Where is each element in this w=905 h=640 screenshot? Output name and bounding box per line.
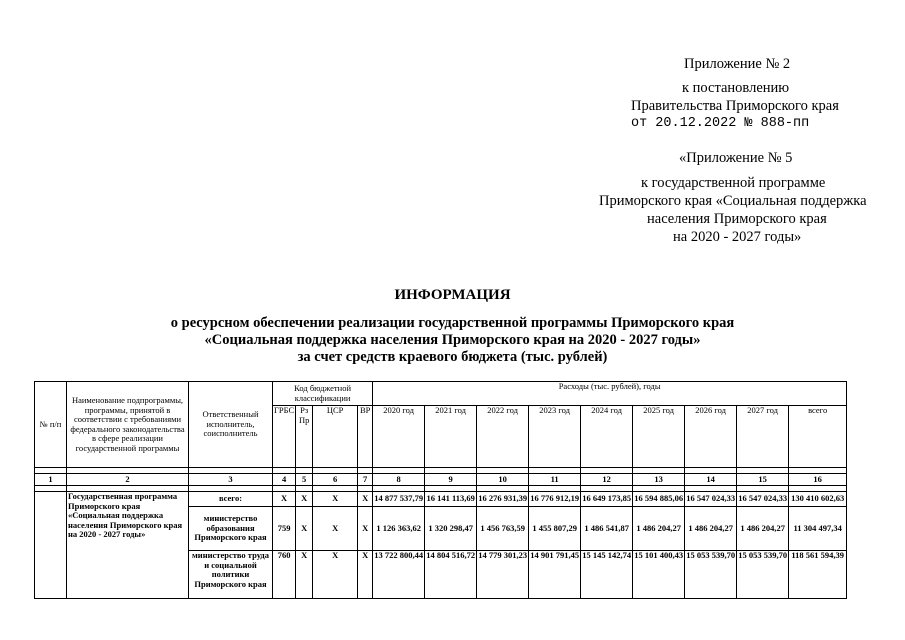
header-csr: ЦСР — [313, 406, 358, 468]
column-index: 15 — [737, 474, 789, 486]
header-executor: Ответственный исполнитель, соисполнитель — [189, 382, 273, 468]
csr-cell: Х — [313, 507, 358, 551]
header-number: № п/п — [35, 382, 67, 468]
header-year-2026: 2026 год — [685, 406, 737, 468]
column-index: 4 — [273, 474, 296, 486]
header-year-2021: 2021 год — [425, 406, 477, 468]
csr-cell: Х — [313, 551, 358, 599]
decree-date: от 20.12.2022 № 888-пп — [631, 116, 810, 131]
header-year-2025: 2025 год — [633, 406, 685, 468]
table-row — [35, 492, 847, 507]
column-index: 2 — [67, 474, 189, 486]
total-value-cell: 118 561 594,39 — [789, 551, 847, 599]
header-year-2024: 2024 год — [581, 406, 633, 468]
column-index: 3 — [189, 474, 273, 486]
grbs-cell: 759 — [273, 507, 296, 551]
header-total: всего — [789, 406, 847, 468]
column-index: 6 — [313, 474, 358, 486]
value-cell: 1 486 204,27 — [633, 507, 685, 551]
executor-cell: министерство образования Приморского края — [189, 507, 273, 551]
document-title: ИНФОРМАЦИЯ — [394, 287, 511, 303]
total-value-cell: 130 410 602,63 — [789, 492, 847, 507]
header-vr: ВР — [358, 406, 373, 468]
header-name: Наименование подпрограммы, программы, принятой в соответствии с требованиями федерального законодательства в сфере реализации государственной программы — [67, 382, 189, 468]
appendix-2-label: Приложение № 2 — [684, 56, 791, 72]
to-decree-label: к постановлению — [682, 80, 790, 96]
value-cell: 15 053 539,70 — [685, 551, 737, 599]
column-index: 7 — [358, 474, 373, 486]
program-line-1: Приморского края «Социальная поддержка — [599, 193, 867, 209]
column-index: 14 — [685, 474, 737, 486]
value-cell: 1 486 541,87 — [581, 507, 633, 551]
vr-cell: Х — [358, 551, 373, 599]
title-line-3: за счет средств краевого бюджета (тыс. рублей) — [297, 349, 608, 365]
column-index: 16 — [789, 474, 847, 486]
resource-table — [34, 381, 847, 599]
header-grbs: ГРБС — [273, 406, 296, 468]
rzpr-cell: Х — [296, 507, 313, 551]
value-cell: 14 804 516,72 — [425, 551, 477, 599]
row-number-cell — [35, 492, 67, 599]
value-cell: 14 901 791,45 — [529, 551, 581, 599]
title-line-1: о ресурсном обеспечении реализации государственной программы Приморского края — [170, 315, 735, 331]
value-cell: 13 722 800,44 — [373, 551, 425, 599]
column-index: 9 — [425, 474, 477, 486]
value-cell: 1 126 363,62 — [373, 507, 425, 551]
grbs-cell: 760 — [273, 551, 296, 599]
header-year-2023: 2023 год — [529, 406, 581, 468]
program-name-cell: Государственная программа Приморского края «Социальная поддержка населения Приморского края на 2020 - 2027 годы» — [67, 492, 189, 599]
header-expenses: Расходы (тыс. рублей), годы — [373, 382, 847, 406]
executor-cell: всего: — [189, 492, 273, 507]
appendix-5-label: «Приложение № 5 — [679, 150, 793, 166]
value-cell: 16 547 024,33 — [685, 492, 737, 507]
value-cell: 1 486 204,27 — [737, 507, 789, 551]
rzpr-cell: Х — [296, 551, 313, 599]
program-line-2: населения Приморского края — [647, 211, 827, 227]
column-index: 10 — [477, 474, 529, 486]
header-budget-code: Код бюджетной классификации — [273, 382, 373, 406]
value-cell: 16 141 113,69 — [425, 492, 477, 507]
rzpr-cell: Х — [296, 492, 313, 507]
value-cell: 14 877 537,79 — [373, 492, 425, 507]
column-index: 13 — [633, 474, 685, 486]
value-cell: 1 456 763,59 — [477, 507, 529, 551]
value-cell: 1 320 298,47 — [425, 507, 477, 551]
csr-cell: Х — [313, 492, 358, 507]
column-index: 11 — [529, 474, 581, 486]
header-year-2022: 2022 год — [477, 406, 529, 468]
column-index: 8 — [373, 474, 425, 486]
column-index: 12 — [581, 474, 633, 486]
total-value-cell: 11 304 497,34 — [789, 507, 847, 551]
header-year-2027: 2027 год — [737, 406, 789, 468]
title-line-2: «Социальная поддержка населения Приморского края на 2020 - 2027 годы» — [204, 332, 701, 348]
value-cell: 16 276 931,39 — [477, 492, 529, 507]
value-cell: 14 779 301,23 — [477, 551, 529, 599]
value-cell: 1 486 204,27 — [685, 507, 737, 551]
government-label: Правительства Приморского края — [631, 98, 839, 114]
column-index-row — [35, 474, 847, 486]
value-cell: 15 145 142,74 — [581, 551, 633, 599]
column-index: 5 — [296, 474, 313, 486]
vr-cell: Х — [358, 492, 373, 507]
grbs-cell: Х — [273, 492, 296, 507]
program-line-3: на 2020 - 2027 годы» — [673, 229, 802, 245]
value-cell: 1 455 807,29 — [529, 507, 581, 551]
value-cell: 15 101 400,43 — [633, 551, 685, 599]
value-cell: 16 547 024,33 — [737, 492, 789, 507]
header-rzpr: Рз Пр — [296, 406, 313, 468]
value-cell: 16 594 885,06 — [633, 492, 685, 507]
value-cell: 15 053 539,70 — [737, 551, 789, 599]
header-year-2020: 2020 год — [373, 406, 425, 468]
to-program-label: к государственной программе — [641, 175, 826, 191]
vr-cell: Х — [358, 507, 373, 551]
executor-cell: министерство труда и социальной политики Приморского края — [189, 551, 273, 599]
value-cell: 16 776 912,19 — [529, 492, 581, 507]
column-index: 1 — [35, 474, 67, 486]
value-cell: 16 649 173,85 — [581, 492, 633, 507]
